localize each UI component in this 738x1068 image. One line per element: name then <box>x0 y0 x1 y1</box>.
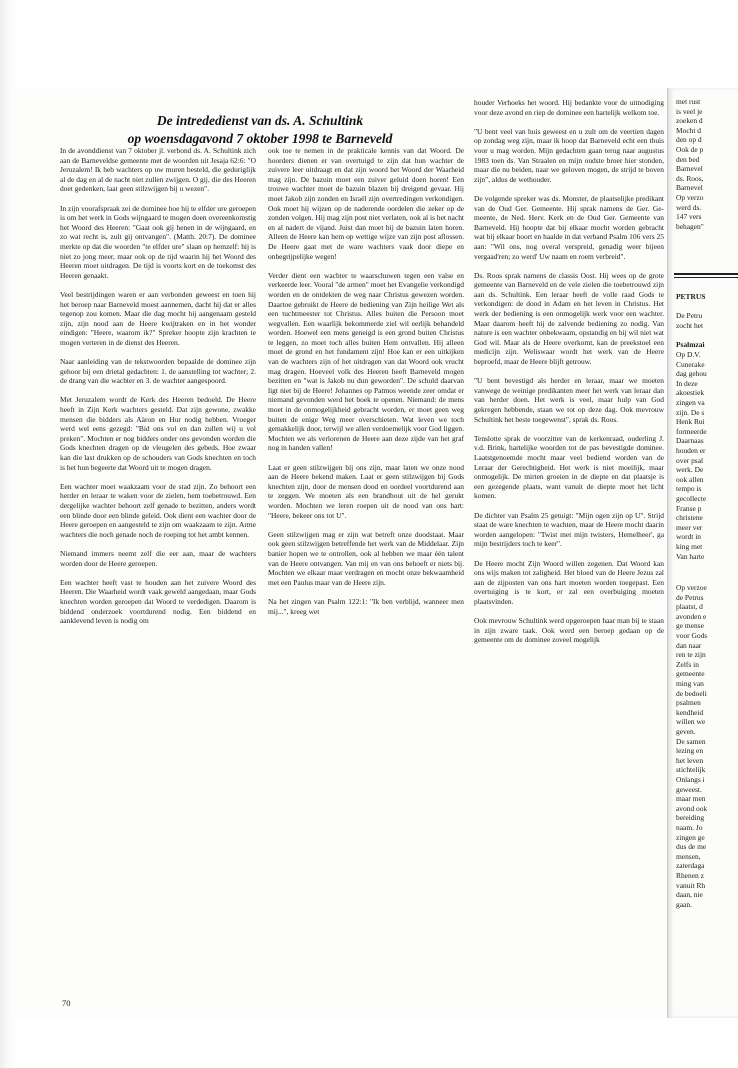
paragraph: Laat er geen stilzwijgen bij ons zijn, maar laten we onze nood aan de Heere bekend maken. Laat er geen stilzwijgen bij Gods knechten zijn, door de mensen dood en oordeel voortdurend aan te zeggen. We moeten als een brandhout uit de hel gerukt worden. Mochten we leren roepen uit de nood van ons hart: "Heere, bekeer ons tot U". <box>268 462 464 520</box>
paragraph: Verder dient een wachter te waarschuwen tegen een valse en verkeerde leer. Vooral "de armen" moet het Evangelie verkondigd worden en de ontdekten de weg naar Christus gewezen worden. Daartoe gebruikt de Heere de bediening van Zijn heilige Wet als een tuchtmeester tot Christus. Alles buiten die Persoon moet wegvallen. Een waarlijk bekommerde ziel wil eerlijk behandeld worden. Hoewel een mens geneigd is een grond buiten Christus te leggen, zo moet toch alles buiten Hem ontvallen. Hij alleen moet de grond en het fundament zijn! Hoe kan er een uitkijken van de wachters zijn of het uitdragen van dat Woord ook vrucht mag dragen. Hoeveel volk des Heeren heeft Barneveld mogen bezitten en "wat is Jakob nu dun geworden". De schuld daarvan ligt niet bij de Heere! Johannes op Patmos weende zeer omdat er niemand gevonden werd het boek te openen. Niemand: de mens moet in de onmogelijkheid gebracht worden, er moet geen weg buiten de enige Weg meer overschieten. Wat leven we toch gemakkelijk door, terwijl we allen verdoemelijk voor God liggen. Mochten we als verlorenen de Heere aan deze zijde van het graf nog in handen vallen! <box>268 270 464 453</box>
paragraph: De volgende spreker was ds. Monster, de plaatselijke predikant van de Oud Ger. Gemeente. Hij sprak namens de Ger. Gemeente, de Ned. Herv. Kerk en de Oud Ger. Gemeente van Barneveld. Hij hoopte dat bij elkaar mocht worden gebracht wat bij elkaar hoort en haalde in dat verband Psalm 106 vers 25 aan: "Wil ons, nog overal verspreid, genadig weer bijeen vergaad'ren; zo werd' Uw naam en roem verbreid". <box>474 193 664 261</box>
next-page-line: dag gehou <box>676 369 707 379</box>
next-page-line: maar men <box>676 794 706 804</box>
next-page-line: Zelfs in <box>676 659 699 669</box>
text-column-1 <box>60 146 256 966</box>
paragraph: Tenslotte sprak de voorzitter van de kerkenraad, ouderling J. v.d. Brink, hartelijke woorden tot de pas bevestigde dominee. Laatstgenoemde mocht maar veel bediend worden van de Leraar der Gerechtigheid. Het werk is niet moeilijk, maar onmogelijk. De mirten groeien in de diepte en dat plaatsje is een gezegende plaats, want vanuit de diepte moet het licht komen. <box>474 433 664 501</box>
next-page-heading: Psalmzai <box>676 340 705 349</box>
paragraph: Niemand immers neemt zelf die eer aan, maar de wachters worden door de Heere geroepen. <box>60 548 256 568</box>
next-page-line: Van harte <box>676 551 705 561</box>
next-page-line: geweest. <box>676 784 702 794</box>
paragraph: De dichter van Psalm 25 getuigt: "Mijn ogen zijn op U". Strijd staat de ware knechten te wachten, maar de Heere mocht daarin worden aangelopen: "Twist met mijn twisters, Hemelheer', ga mijn bestrijders toch te keer". <box>474 510 664 549</box>
next-page-line: dus de me <box>676 842 707 852</box>
next-page-line: het leven <box>676 755 704 765</box>
next-page-line: den bed <box>676 154 700 164</box>
next-page-line: lezing en <box>676 746 704 756</box>
article-title <box>60 112 460 148</box>
paragraph: In de avonddienst van 7 oktober jl. verbond ds. A. Schultink zich aan de Barneveldse gemeente met de woorden uit Jesaja 62:6: "O Jeruzalem! Ik heb wachters op uw muren besteld, die geduriglijk al de dag en al de nacht niet zullen zwijgen. O gij, die des Heeren doet gedenken, laat geen stilzwijgen bij u wezen". <box>60 146 256 194</box>
next-page-line: gaan. <box>676 899 692 909</box>
paragraph: Ds. Roos sprak namens de classis Oost. Hij wees op de grote gemeente van Barneveld en de vele zielen die toebetrouwd zijn aan ds. Schultink. Een leraar heeft de volle raad Gods te verkondigen: de dood in Adam en het leven in Christus. Het werk der bediening is een onmogelijk werk voor een wachter. Maar daarom heeft hij de zalvende bediening zo nodig. Van nature is een wachter onbekwaam, opstandig en hij wil niet wat God wil. Maar als de Heere overkomt, kan de preekstoel een medicijn zijn. Weliswaar wordt het werk van de Heere beproefd, maar de Heere blijft getrouw. <box>474 270 664 367</box>
text-column-3 <box>474 98 664 966</box>
next-page-line: met rust <box>676 97 701 106</box>
next-page-line: Barnevel <box>676 183 703 193</box>
next-page-line: wordt in <box>676 532 701 542</box>
next-page-line: ming van <box>676 679 704 688</box>
next-page-line: ge mense <box>676 621 704 631</box>
paragraph: Ook mevrouw Schultink werd opgeroepen haar man bij te staan in zijn zware taak. Ook werd een beroep gedaan op de gemeente om de dominee zoveel mogelijk <box>474 616 664 645</box>
next-page-line: In deze <box>676 378 698 388</box>
next-page-line: over psal <box>676 455 704 465</box>
next-page-line: akoestiek <box>676 388 705 398</box>
next-page-line: zingen va <box>676 398 705 407</box>
next-page-line: bereiding <box>676 813 705 823</box>
next-page-line: Franse p <box>676 503 702 513</box>
next-page-line: Mocht d <box>676 125 701 135</box>
next-page-line: Rhenen z <box>676 871 704 880</box>
next-page-line: mensen, <box>676 851 701 861</box>
next-page-line: werd ds. <box>676 202 702 212</box>
next-page-line: Op verzo <box>676 193 704 202</box>
next-page-line: 147 vers <box>676 212 702 222</box>
next-page-line: meer ver <box>676 522 703 532</box>
paragraph: Naar aanleiding van de tekstwoorden bepaalde de dominee zijn gehoor bij een drietal gedachten: 1. de aanstelling tot wachter; 2. de drang van die wachter en 3. de wachter aangespoord. <box>60 357 256 386</box>
next-page-line: behagen" <box>676 221 704 231</box>
next-page-line: is veel je <box>676 106 703 116</box>
next-page-line: geven. <box>676 727 696 736</box>
next-page-line: houden er <box>676 446 706 455</box>
next-page-line: Daarnaas <box>676 436 704 446</box>
next-page-line: zocht het <box>676 320 704 330</box>
next-page-line: Henk Rui <box>676 417 705 427</box>
next-page-line: den op d <box>676 135 702 145</box>
next-page-line: gemeente <box>676 669 705 679</box>
paragraph: De Heere mocht Zijn Woord willen zegenen. Dat Woord kan ons wijs maken tot zaligheid. Het bloed van de Heere Jezus zal aan de zijposten van ons hart moeten worden toegepast. Een overtuiging is te kort, er zal een overbuiging moeten plaatsvinden. <box>474 558 664 606</box>
next-page-line: zingen ge <box>676 832 705 842</box>
section-divider <box>674 273 738 275</box>
paragraph: "U bent bevestigd als herder en leraar, maar we moeten vanwege de weinige predikanten meer het werk van leraar dan van herder doen. Het werk is veel, maar hulp van God gekregen hebbende, staan we tot op deze dag. Ook mevrouw Schultink het beste toegewenst", sprak ds. Roos. <box>474 376 664 424</box>
next-page-line: Cunerake <box>676 359 705 369</box>
next-page-line: Op D.V. <box>676 350 701 359</box>
paragraph: Een wachter moet waakzaam voor de stad zijn. Zo behoort een herder en leraar te waken voor de zielen, hem toebetrouwd. Een dergelijke wachter behoort zelf genade te bezitten, anders wordt een blinde door een blinde geleid. Ook dient een wachter door de Heere geroepen en aangesteld te zijn om waakzaam te zijn. Arme wachters die noch genade noch de roeping tot het ambt kennen. <box>60 481 256 539</box>
next-page-line: ds. Roos, <box>676 173 704 183</box>
next-page-line: Ook de p <box>676 145 704 154</box>
paragraph: Na het zingen van Psalm 122:1: "Ik ben verblijd, wanneer men mij...", kreeg wet <box>268 596 464 616</box>
next-page-line: formeerde <box>676 426 707 436</box>
next-page-line: christene <box>676 513 703 523</box>
next-page-heading: PETRUS <box>676 292 706 301</box>
section-divider <box>674 277 738 278</box>
article-title-line-2: op woensdagavond 7 oktober 1998 te Barneveld <box>127 131 393 146</box>
next-page-line: vanuit Rh <box>676 880 706 890</box>
next-page-line: plaatst, d <box>676 602 703 612</box>
next-page-line: voor Gods <box>676 631 708 640</box>
next-page-line: gecollecte <box>676 494 707 503</box>
next-page-line: naam. Jo <box>676 823 703 832</box>
next-page-line: de bedoeli <box>676 688 707 698</box>
next-page-line: daan, nie <box>676 890 703 900</box>
paragraph: houder Verhoeks het woord. Hij bedankte voor de uitnodiging voor deze avond en riep de dominee een hartelijk welkom toe. <box>474 98 664 117</box>
next-page-line: zijn. De s <box>676 407 705 417</box>
next-page-line: stichtelijk <box>676 765 706 775</box>
text-column-2 <box>268 146 464 966</box>
next-page-line: dan naar <box>676 640 702 650</box>
next-page-line: zoeken d <box>676 116 703 126</box>
next-page-line: tempo is <box>676 484 702 494</box>
next-page-line: willen we <box>676 717 706 727</box>
paragraph: Geen stilzwijgen mag er zijn wat betreft onze doodstaat. Maar ook geen stilzwijgen betreffende het werk van de Middelaar. Zijn banier hopen we te ontrollen, ook al hebben we maar één talent van de Heere ontvangen. Van mij en van ons behoeft er niets bij. Mochten we elkaar maar verdragen en mocht onze bekwaamheid met een Paulus maar van de Heere zijn. <box>268 529 464 587</box>
paragraph: Met Jeruzalem wordt de Kerk des Heeren bedoeld. De Heere heeft in Zijn Kerk wachters gesteld. Dat zijn gewone, zwakke mensen die bidders als Aäron en Hur nodig hebben. Vroeger werd wel eens gezegd: "Bid ons vol en dan zullen wij u vol preken". Mochten er nog bidders onder ons gevonden worden die Gods knechten dragen op de vleugelen des gebeds. Hoe zwaar kan die last drukken op de schouders van Gods knechten en toch is het hun begeerte dat Woord uit te mogen dragen. <box>60 395 256 472</box>
next-page-line: avonden e <box>676 611 707 621</box>
next-page-line: Onlangs i <box>676 775 705 784</box>
paragraph: Een wachter heeft vast te houden aan het zuivere Woord des Heeren. Die Waarheid wordt vaak geweld aangedaan, maar Gods knechten worden geroepen dat Woord te verdedigen. Daarom is biddend onderzoek voortdurend nodig. Een biddend en aanklevend leven is nodig om <box>60 577 256 626</box>
next-page-line: Barnevel <box>676 164 703 174</box>
next-page-line: werk. De <box>676 465 704 475</box>
next-page-line: avond ook <box>676 803 708 813</box>
next-page-line: psalmen <box>676 698 701 708</box>
next-page-line: Op verzoe <box>676 583 707 592</box>
paragraph: ook toe te nemen in de prakticale kennis van dat Woord. De hoorders dienen er van overtuigd te zijn dat hun wachter de zuivere leer uitdraagt en dat zijn woord het Woord der Waarheid mag zijn. De bazuin moet een zuiver geluid doen horen! Een trouwe wachter moet de bazuin blazen bij dreigend gevaar. Hij moet Jakob zijn zonden en Israël zijn overtredingen verkondigen. Ook moet hij wijzen op de naderende oordelen die zeker op de zonden volgen. Hij mag zijn post niet verlaten, ook al is het nacht en al nadert de vijand. Juist dan moet hij de bazuin laten horen. Alleen de Heere kan hem op wettige wijze van zijn post aflossen. De Heere gaat met de ware wachters vaak door diepe en onbegrijpelijke wegen! <box>268 146 464 261</box>
paragraph: In zijn voorafspraak zei de dominee hoe hij te elfder ure geroepen is om het werk in Gods wijngaard te mogen doen overeenkomstig het Woord des Heeren: "Gaat ook gij henen in de wijngaard, en zo wat recht is, zult gij ontvangen". (Matth. 20:7). De dominee merkte op dat die woorden "te elfder ure" slaan op hemzelf: hij is niet zo jong meer, maar ook op de tijd waarin hij het Woord des Heeren moet uitdragen. De tijd is voorts kort en de toekomst des Heeren genaakt. <box>60 203 256 280</box>
page-number: 70 <box>62 998 71 1008</box>
next-page-line: zaterdaga <box>676 861 705 871</box>
next-page-line: De Petru <box>676 311 703 320</box>
article-title-line-1: De intrededienst van ds. A. Schultink <box>156 113 364 128</box>
next-page-line: king met <box>676 542 703 551</box>
next-page-line: kendheid <box>676 707 704 717</box>
paragraph: "U bent veel van huis geweest en u zult om de veertien dagen op zondag weg zijn, maar ik hoop dat Barneveld echt een thuis voor u mag worden. Mijn gedachten gaan terug naar augustus 1983 toen ds. Van Straalen en mijn oudste broer hier stonden, maar die nu beiden, naar we geloven mogen, de strijd te boven zijn", aldus de wethouder. <box>474 126 664 184</box>
next-page-line: ren te zijn <box>676 650 706 660</box>
next-page-line: ook allen <box>676 474 704 484</box>
next-page-line: De samen <box>676 736 706 746</box>
paragraph: Veel bestrijdingen waren er aan verbonden geweest en toen hij het beroep naar Barneveld moest aannemen, dacht hij dat er alles tegenop zou komen. Maar die dag mocht hij aangenaam gesteld zijn, zijn nood aan de Heere kwijtraken en in het wonder eindigen: "Heere, waarom ik?" Spreker hoopte zijn krachten te mogen verteren in de dienst des Heeren. <box>60 289 256 347</box>
next-page-line: de Petrus <box>676 592 704 602</box>
